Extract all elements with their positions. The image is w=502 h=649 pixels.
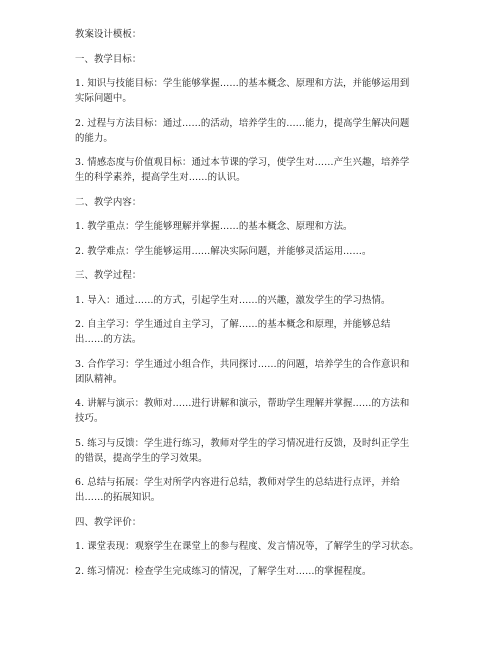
document-title: 教案设计模板： [75,29,142,40]
paragraph: 3. 合作学习：学生通过小组合作，共同探讨……的问题，培养学生的合作意识和 团队精神。 [75,358,410,385]
paragraph: 4. 讲解与演示：教师对……进行讲解和演示，帮助学生理解并掌握……的方法和 技巧。 [75,398,410,424]
section-heading-content: 二、教学内容： [75,196,142,208]
paragraph: 2. 过程与方法目标：通过……的活动，培养学生的……能力，提高学生解决问题 的能力。 [75,117,410,144]
paragraph: 1. 导入：通过……的方式，引起学生对……的兴趣，激发学生的学习热情。 [75,294,391,306]
paragraph: 2. 自主学习：学生通过自主学习，了解……的基本概念和原理，并能够总结 出……的方法。 [75,319,391,345]
paragraph: 3. 情感态度与价值观目标：通过本节课的学习，使学生对……产生兴趣，培养学 生的科学素养，提高学生对……的认识。 [75,157,410,183]
paragraph: 2. 教学难点：学生能够运用……解决实际问题，并能够灵活运用……。 [75,245,372,257]
section-heading-process: 三、教学过程： [75,270,142,281]
section-heading-objectives: 一、教学目标： [75,53,142,65]
paragraph: 6. 总结与拓展：学生对所学内容进行总结，教师对学生的总结进行点评，并给 出……的拓展知识。 [75,477,400,503]
paragraph: 2. 练习情况：检查学生完成练习的情况，了解学生对……的掌握程度。 [75,565,372,577]
section-heading-evaluation: 四、教学评价： [75,516,142,528]
paragraph: 1. 教学重点：学生能够理解并掌握……的基本概念、原理和方法。 [75,221,353,232]
paragraph: 5. 练习与反馈：学生进行练习，教师对学生的学习情况进行反馈，及时纠正学生 的错误，提高学生的学习效果。 [75,437,410,464]
paragraph: 1. 知识与技能目标：学生能够掌握……的基本概念、原理和方法，并能够运用到 实际问题中。 [75,78,410,104]
paragraph: 1. 课堂表现：观察学生在课堂上的参与程度、发言情况等，了解学生的学习状态。 [75,541,419,552]
